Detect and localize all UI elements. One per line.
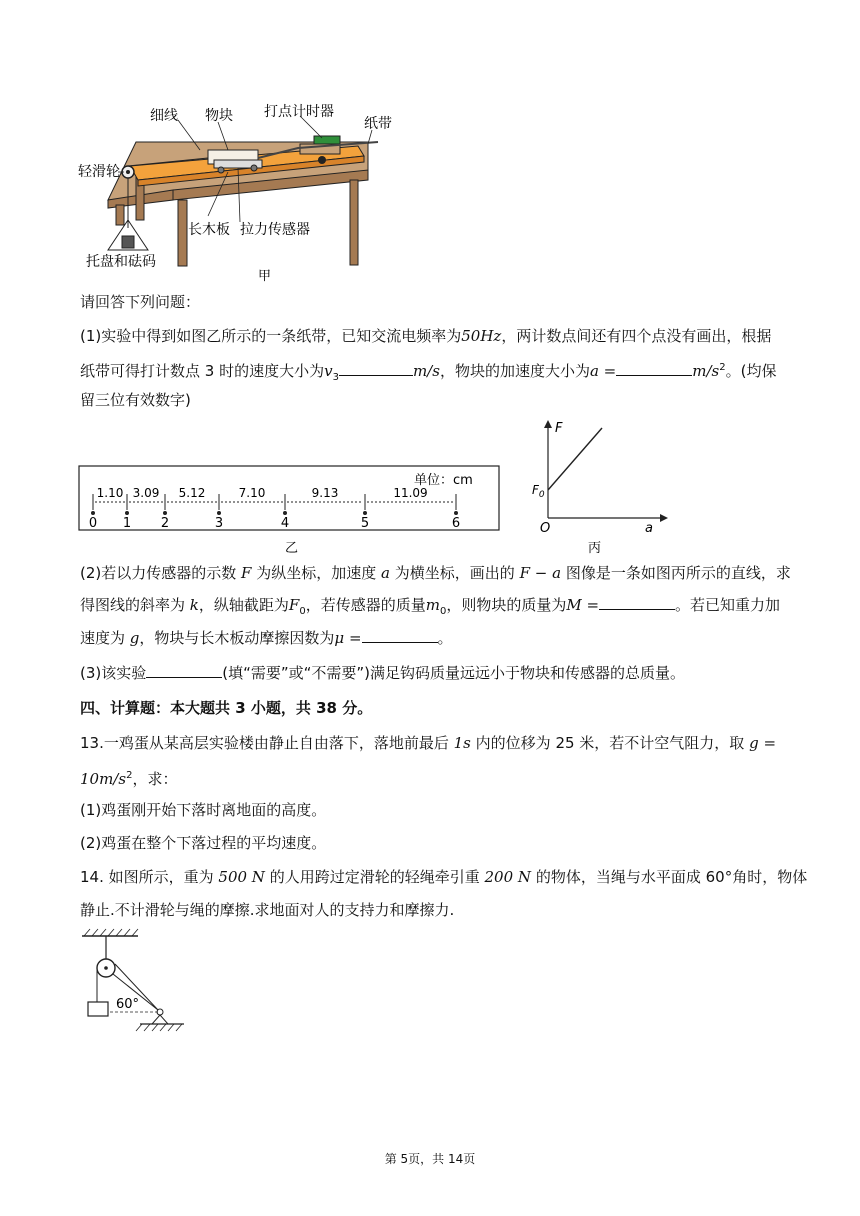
q1-line1: [80, 326, 780, 346]
p14-text-d: 角时，物体: [732, 868, 808, 886]
label-long-board: 长木板: [188, 222, 230, 238]
q1-text-b: ，两计数点间还有四个点没有画出，根据: [501, 327, 772, 345]
label-xixian: 细线: [150, 108, 178, 124]
p14-weight-object: 200 N: [484, 868, 532, 886]
label-force-sensor: 拉力传感器: [240, 222, 310, 238]
q2-line3: [80, 628, 780, 648]
p14-text-a: 14. 如图所示，重为: [80, 868, 214, 886]
tape-point-label: 0: [88, 516, 98, 531]
q3-text-a: (3)该实验: [80, 664, 147, 682]
mu-answer-blank[interactable]: [362, 628, 438, 643]
m0-symbol: m: [425, 596, 440, 614]
tape-distance-label: 1.10: [96, 486, 124, 500]
q2-text-i: 。若已知重力加: [675, 596, 781, 614]
m0-subscript: 0: [439, 606, 447, 617]
tape-distance-label: 7.10: [238, 486, 266, 500]
p14-text-b: 的人用跨过定滑轮的轻绳牵引重: [269, 868, 480, 886]
p13-g-equals: g =: [749, 734, 777, 752]
tape-point-label: 4: [280, 516, 290, 531]
F0-subscript: 0: [299, 606, 306, 617]
tape-unit-label: 单位：cm: [414, 473, 473, 488]
tape-point-label: 5: [360, 516, 370, 531]
tape-point: [363, 511, 367, 515]
tape-point-label: 1: [122, 516, 132, 531]
M-equals: M =: [566, 596, 600, 614]
intro-line: 请回答下列问题：: [80, 293, 201, 311]
p13-text-a: 13.一鸡蛋从某高层实验楼由静止自由落下，落地前最后: [80, 734, 449, 752]
figure-caption-bing: 丙: [588, 541, 602, 556]
unit-ms2: m/s: [692, 362, 720, 380]
label-pulley: 轻滑轮: [78, 164, 120, 180]
tape-point-label: 3: [214, 516, 224, 531]
M-answer-blank[interactable]: [599, 595, 675, 610]
apparatus-figure: [78, 100, 408, 285]
f-a-line: [548, 428, 602, 490]
p13-g-value: 10m/s: [80, 770, 127, 788]
tape-point: [217, 511, 221, 515]
p14-angle: 60°: [705, 868, 733, 886]
q2-text-d: 图像是一条如图丙所示的直线，求: [565, 564, 791, 582]
f-a-graph: [528, 418, 678, 558]
paper-tape-figure: [78, 460, 504, 560]
label-wukuai: 物块: [205, 108, 233, 124]
q2-text-j: 速度为: [80, 629, 126, 647]
tape-point: [454, 511, 458, 515]
p14-line1: [80, 867, 808, 887]
tape-point-label: 2: [160, 516, 170, 531]
figure-caption-yi: 乙: [285, 541, 299, 556]
section-four-heading: 四、计算题：本大题共 3 小题，共 38 分。: [80, 699, 373, 717]
q2-text-l: 。: [437, 629, 453, 647]
q2-text-f: ，纵轴截距为: [198, 596, 289, 614]
F0-symbol: F: [288, 596, 300, 614]
q2-text-k: ，物块与长木板动摩擦因数为: [139, 629, 335, 647]
p13-sub2: (2)鸡蛋在整个下落过程的平均速度。: [80, 834, 327, 852]
q2-line1: [80, 563, 791, 583]
label-tray: 托盘和砝码: [86, 254, 156, 270]
unit-ms: m/s: [412, 362, 440, 380]
label-paper-tape: 纸带: [364, 116, 392, 132]
p14-line2: 静止.不计滑轮与绳的摩擦.求地面对人的支持力和摩擦力.: [80, 901, 455, 919]
q1-text-a: (1)实验中得到如图乙所示的一条纸带，已知交流电频率为: [80, 327, 462, 345]
p14-text-c: 的物体，当绳与水平面成: [535, 868, 701, 886]
v3-answer-blank[interactable]: [339, 361, 413, 376]
tape-point: [283, 511, 287, 515]
unit-sup: 2: [719, 362, 726, 373]
q1-line2: [80, 358, 780, 388]
q2-text-h: ，则物块的质量为: [446, 596, 567, 614]
hanging-block: [88, 1002, 108, 1016]
v3-subscript: 3: [332, 372, 339, 383]
q1-text-e: 。(均保: [725, 362, 777, 380]
F-symbol: F: [241, 564, 252, 582]
p13-line2: [80, 766, 780, 789]
graph-x-label: a: [645, 521, 653, 536]
label-timer: 打点计时器: [264, 104, 334, 120]
tape-point: [163, 511, 167, 515]
graph-y-label: F: [555, 421, 563, 436]
page-footer: 第 5页，共 14页: [384, 1152, 476, 1166]
p13-text-b: 内的位移为 25 米，若不计空气阻力，取: [475, 734, 745, 752]
q2-text-a: (2)若以力传感器的示数: [80, 564, 237, 582]
tape-distance-label: 5.12: [178, 486, 206, 500]
pulley-figure: [80, 926, 200, 1036]
a-answer-blank[interactable]: [616, 361, 692, 376]
q3-line: [80, 663, 780, 683]
q2-line2: [80, 595, 780, 622]
graph-origin: O: [540, 521, 551, 536]
tape-point-label: 6: [451, 516, 461, 531]
a-equals: a =: [589, 362, 617, 380]
angle-label: 60°: [116, 997, 140, 1012]
q2-text-e: 得图线的斜率为: [80, 596, 186, 614]
q2-text-c: 为横坐标，画出的: [394, 564, 515, 582]
tape-distance-label: 3.09: [132, 486, 160, 500]
tape-distance-label: 11.09: [393, 486, 428, 500]
F-a-symbol: F − a: [519, 564, 562, 582]
p13-g-sup: 2: [126, 770, 133, 781]
g-symbol: g: [129, 629, 140, 647]
graph-intercept-label: $F_0$: [532, 483, 545, 500]
tape-distance-label: 9.13: [311, 486, 339, 500]
p13-line1: [80, 733, 780, 753]
p13-time: 1s: [453, 734, 471, 752]
p13-text-c: ，求：: [132, 770, 178, 788]
q1-line3: 留三位有效数字): [80, 391, 191, 409]
q2-text-g: ，若传感器的质量: [305, 596, 426, 614]
q2-text-b: 为纵坐标，加速度: [256, 564, 377, 582]
k-symbol: k: [189, 596, 199, 614]
p13-sub1: (1)鸡蛋刚开始下落时离地面的高度。: [80, 801, 327, 819]
tape-point: [125, 511, 129, 515]
q1-text-c: 纸带可得打计数点 3 时的速度大小为: [80, 362, 325, 380]
tape-point: [91, 511, 95, 515]
q3-answer-blank[interactable]: [146, 663, 222, 678]
q3-text-b: (填“需要”或“不需要”)满足钩码质量远远小于物块和传感器的总质量。: [222, 664, 686, 682]
a-symbol: a: [381, 564, 390, 582]
figure-caption-jia: 甲: [258, 269, 272, 284]
q1-text-d: ，物块的加速度大小为: [439, 362, 590, 380]
v3-symbol: v: [324, 362, 333, 380]
mu-equals: μ =: [334, 629, 362, 647]
q1-freq: 50Hz: [461, 327, 502, 345]
p14-weight-person: 500 N: [218, 868, 265, 886]
